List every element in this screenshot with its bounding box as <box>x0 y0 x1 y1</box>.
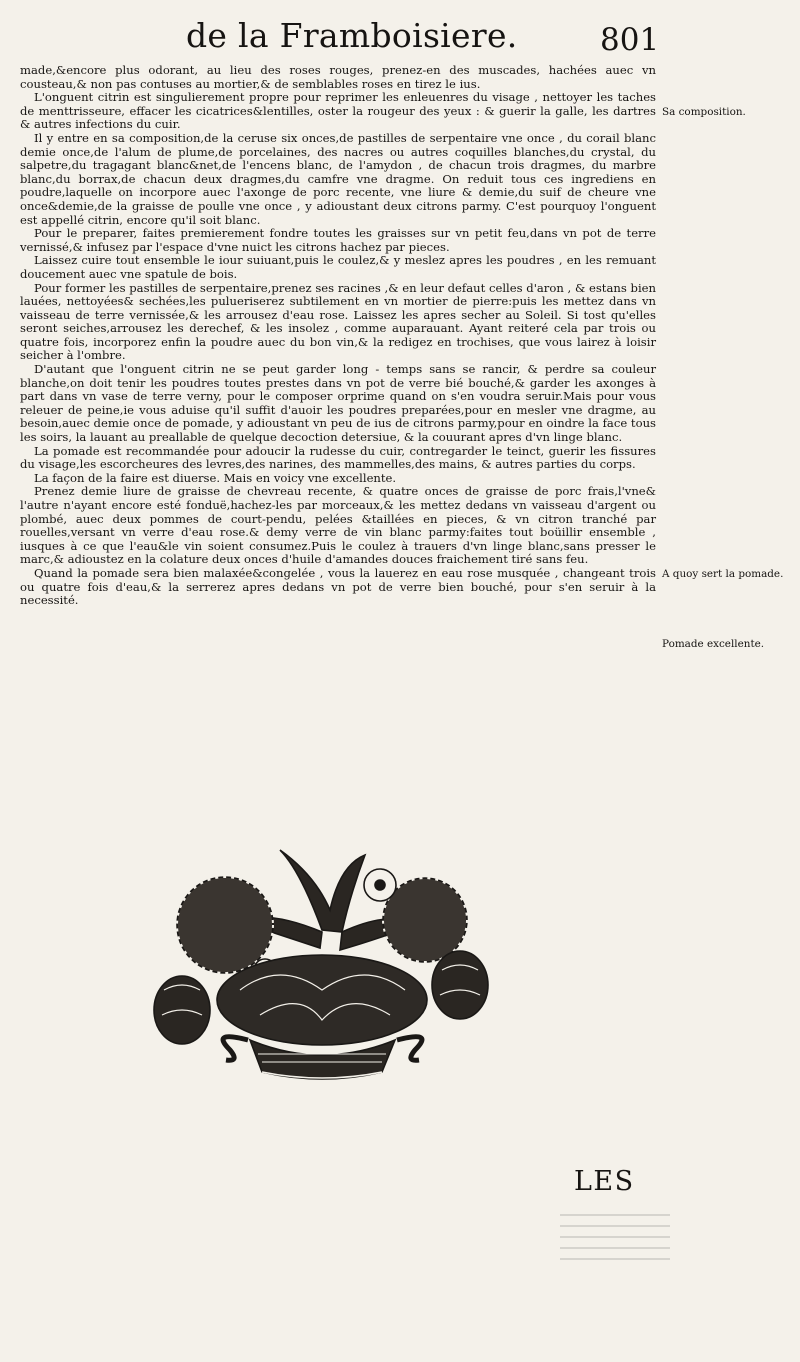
paragraph: D'autant que l'onguent citrin ne se peut garder long - temps sans se rancir, & perdre sa couleur blanche,on doit tenir les poudres toutes prestes dans vn pot de verre bié bouché,& garder les axonges à part dans vn vase de terre verny, pour le composer orprime quand on s'en voudra seruir.Mais pour vous releuer de peine,ie vous aduise qu'il suffit d'auoir les poudres preparées,pour en mesler vne dragme, au besoin,auec demie once de pomade, y adioustant vn peu de ius de citrons parmy,pour en oindre la face tous les soirs, la lauant au preallable de quelque decoction detersiue, & la couurant apres d'vn linge blanc. <box>20 362 656 445</box>
show-through-text <box>560 1205 670 1269</box>
paragraph: Quand la pomade sera bien malaxée&congelée , vous la lauerez en eau rose musquée , changeant trois ou quatre fois d'eau,& la serrerez apres dedans vn pot de verre bien bouché, pour s'en seruir à la necessité. <box>20 565 656 608</box>
paragraph: La pomade est recommandée pour adoucir la rudesse du cuir, contregarder le teinct, guerir les fissures du visage,les escorcheures des levres,des narines, des mammelles,des mains, & autres parties du corps. <box>20 443 656 472</box>
margin-note-composition: Sa composition. <box>662 106 746 118</box>
paragraph: Pour le preparer, faites premierement fondre toutes les graisses sur vn petit feu,dans vn pot de terre vernissé,& infusez par l'espace d'vne nuict les citrons hachez par pieces. <box>20 226 656 254</box>
paragraph: L'onguent citrin est singulierement propre pour reprimer les enleuenres du visage , nettoyer les taches de menttrisseure, effacer les cicatrices&lentilles, oster la rougeur des yeux : & guerir la galle, les dartres & autres infections du cuir. <box>20 90 656 132</box>
paragraph: made,&encore plus odorant, au lieu des roses rouges, prenez-en des muscades, hachées auec vn cousteau,& non pas contuses au mortier,& de semblables roses en tirez le ius. <box>20 63 656 91</box>
body-text <box>20 64 656 608</box>
paragraph: Pour former les pastilles de serpentaire,prenez ses racines ,& en leur defaut celles d'aron , & estans bien lauées, nettoyées& sechées,les pulueriserez subtilement en vn mortier de pierre:puis les mettez dans vn vaisseau de terre vernissée,& les arrousez d'eau rose. Laissez les apres secher au Soleil. Si tost qu'elles seront seiches,arrousez les derechef, & les insolez , comme auparauant. Ayant reiteré cela par trois ou quatre fois, incorporez enfin la poudre auec du bon vin,& la redigez en trochises, que vous lairez à loisir seicher à l'ombre. <box>20 280 656 363</box>
running-title: de la Framboisiere. <box>186 16 518 55</box>
page-number: 801 <box>600 22 660 58</box>
paragraph: Prenez demie liure de graisse de chevreau recente, & quatre onces de graisse de porc frais,l'vne& l'autre n'ayant encore esté fonduë,hachez-les par morceaux,& les mettez dedans vn vaisseau d'argent ou plombé, auec deux pommes de court-pendu, pelées &taillées en pieces, & vn citron tranché par rouelles,versant vn verre d'eau rose.& demy verre de vin blanc parmy:faites tout boüillir ensemble , iusques à ce que l'eau&le vin soient consumez.Puis le coulez à trauers d'vn linge blanc,sans presser le marc,& adioustez en la colature deux onces d'huile d'amandes douces fraichement tiré sans feu. <box>20 484 656 567</box>
catchword: LES <box>574 1166 635 1197</box>
margin-note-pomade-excellent: Pomade excellente. <box>662 638 765 650</box>
paragraph: Il y entre en sa composition,de la ceruse six onces,de pastilles de serpentaire vne once , du corail blanc demie once,de l'alum de plume,de porcelaines, des nacres ou autres coquilles blanches,du crystal, du salpetre,du tragagant blanc&net,de l'encens blanc, de l'amydon , de chacun trois dragmes, du marbre blanc,du borrax,de chacun deux dragmes,du camfre vne dragme. On reduit tous ces ingrediens en poudre,laquelle on incorpore auec l'axonge de porc recente, vne liure & demie,du suif de cheure vne once&demie,de la graisse de poulle vne once , y adioustant deux citrons parmy. C'est pourquoy l'onguent est appellé citrin, encore qu'il soit blanc. <box>20 130 656 227</box>
paragraph: Laissez cuire tout ensemble le iour suiuant,puis le coulez,& y meslez apres les poudres , en les remuant doucement auec vne spatule de bois. <box>20 253 656 281</box>
paragraph: La façon de la faire est diuerse. Mais en voicy vne excellente. <box>34 470 397 485</box>
margin-note-pomade-use: A quoy sert la pomade. <box>662 568 784 580</box>
flower-basket-woodcut <box>150 840 495 1095</box>
